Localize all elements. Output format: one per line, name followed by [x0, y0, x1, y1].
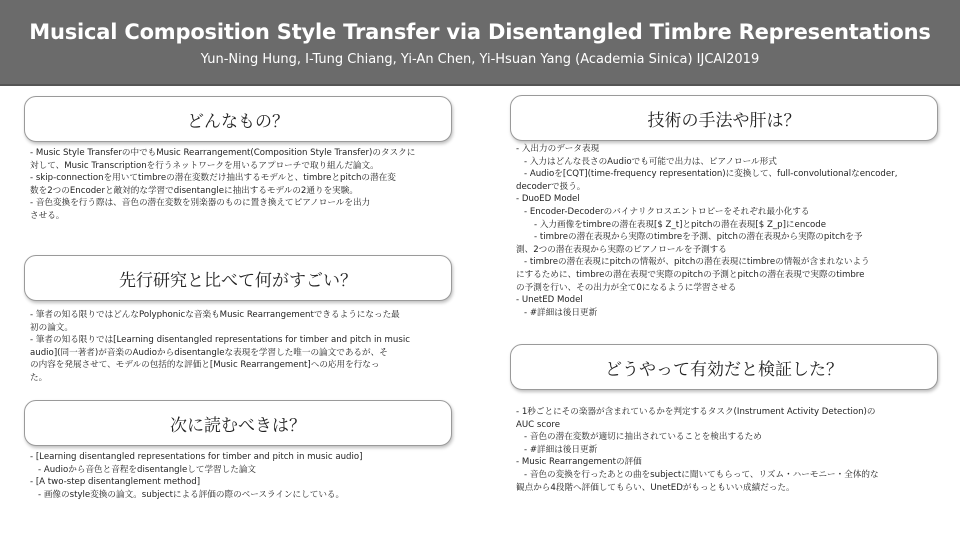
text-line: - Music Rearrangementの評価	[516, 457, 642, 468]
text-line: AUC score	[516, 419, 560, 430]
text-line: - [A two-step disentanglement method]	[30, 477, 201, 488]
text-line: - timbreの潜在表現から実際のtimbreを予測、pitchの潜在表現から実際のpitchを予	[534, 232, 863, 243]
text-line: にするために、timbreの潜在表現で実際のpitchの予測とpitchの潜在表現で実際のtimbre	[516, 269, 865, 280]
text-method	[516, 143, 948, 319]
heading-box-novelty	[24, 255, 452, 301]
heading-box-next	[24, 400, 452, 446]
text-line: - 音色の変換を行ったあとの曲をsubjectに聞いてもらって、リズム・ハーモニー・全体的な	[524, 469, 879, 480]
text-what	[30, 147, 450, 223]
text-next	[30, 451, 450, 501]
slide-title: Musical Composition Style Transfer via Disentangled Timbre Representations	[29, 20, 931, 44]
text-line: - DuoED Model	[516, 194, 580, 205]
text-line: audio](同一著者)が音楽のAudioからdisentangleな表現を学習した唯一の論文であるが、そ	[30, 347, 388, 358]
text-line: - 音色変換を行う際は、音色の潜在変数を別楽器のものに置き換えてピアノロールを出力	[30, 198, 371, 209]
text-line: - Music Style Transferの中でもMusic Rearrangement(Composition Style Transfer)のタスクに	[30, 148, 416, 158]
heading-what: どんなもの？	[187, 111, 289, 132]
text-line: - 画像のstyle変換の論文。subjectによる評価の際のベースラインにしている。	[38, 489, 345, 500]
slide-authors: Yun-Ning Hung, I-Tung Chiang, Yi-An Chen, Yi-Hsuan Yang (Academia Sinica) IJCAI2019	[200, 52, 760, 67]
text-line: - 筆者の知る限りでは[Learning disentangled representations for timber and pitch in music	[30, 335, 410, 346]
text-line: 観点から4段階へ評価してもらい、UnetEDがもっともいい成績だった。	[516, 482, 795, 493]
heading-novelty: 先行研究と比べて何がすごい？	[119, 270, 357, 291]
heading-method: 技術の手法や肝は？	[647, 110, 801, 131]
text-line: 数を2つのEncoderと敵対的な学習でdisentangleに抽出するモデルの2通りを実験。	[30, 185, 358, 196]
heading-validation: どうやって有効だと検証した？	[605, 359, 843, 380]
slide-header	[0, 0, 960, 86]
text-line: - 1秒ごとにその楽器が含まれているかを判定するタスク(Instrument Activity Detection)の	[516, 407, 876, 417]
text-line: - UnetED Model	[516, 295, 583, 306]
text-line: - #詳細は後日更新	[524, 307, 598, 318]
text-line: - 入力はどんな長さのAudioでも可能で出力は、ピアノロール形式	[524, 156, 777, 167]
text-line: - timbreの潜在表現にpitchの情報が、pitchの潜在表現にtimbreの情報が含まれないよう	[524, 257, 870, 268]
text-line: 測、2つの潜在表現から実際のピアノロールを予測する	[516, 244, 727, 255]
heading-box-method	[510, 95, 938, 141]
text-line: - [Learning disentangled representations for timber and pitch in music audio]	[30, 452, 363, 462]
text-line: - 入力画像をtimbreの潜在表現[$ Z_t]とpitchの潜在表現[$ Z_p]にencode	[534, 219, 826, 230]
text-line: - Encoder-Decoderのバイナリクロスエントロピーをそれぞれ最小化する	[524, 206, 810, 217]
text-validation	[516, 406, 948, 494]
text-line: - #詳細は後日更新	[524, 444, 598, 455]
text-line: decoderで扱う。	[516, 181, 586, 192]
text-line: た。	[30, 372, 48, 383]
heading-box-validation	[510, 344, 938, 390]
text-line: - skip-connectionを用いてtimbreの潜在変数だけ抽出するモデルと、timbreとpitchの潜在変	[30, 173, 396, 184]
text-line: 対して、Music Transcriptionを行うネットワークを用いるアプローチで取り組んだ論文。	[30, 160, 379, 171]
heading-box-what	[24, 96, 452, 142]
heading-next: 次に読むべきは？	[170, 415, 306, 436]
text-line: - Audioを[CQT](time-frequency representation)に変換して、full-convolutionalなencoder,	[524, 169, 898, 180]
text-line: - Audioから音色と音程をdisentangleして学習した論文	[38, 464, 257, 475]
text-line: 初の論文。	[30, 322, 73, 333]
text-line: - 入出力のデータ表現	[516, 144, 600, 154]
text-novelty	[30, 309, 450, 385]
text-line: の内容を発展させて、モデルの包括的な評価と[Music Rearrangement]への応用を行なっ	[30, 360, 380, 371]
text-line: させる。	[30, 210, 65, 221]
text-line: - 音色の潜在変数が適切に抽出されていることを検出するため	[524, 432, 762, 443]
text-line: - 筆者の知る限りではどんなPolyphonicな音楽もMusic Rearrangementできるようになった最	[30, 310, 400, 320]
text-line: の予測を行い、その出力が全て0になるように学習させる	[516, 282, 737, 293]
